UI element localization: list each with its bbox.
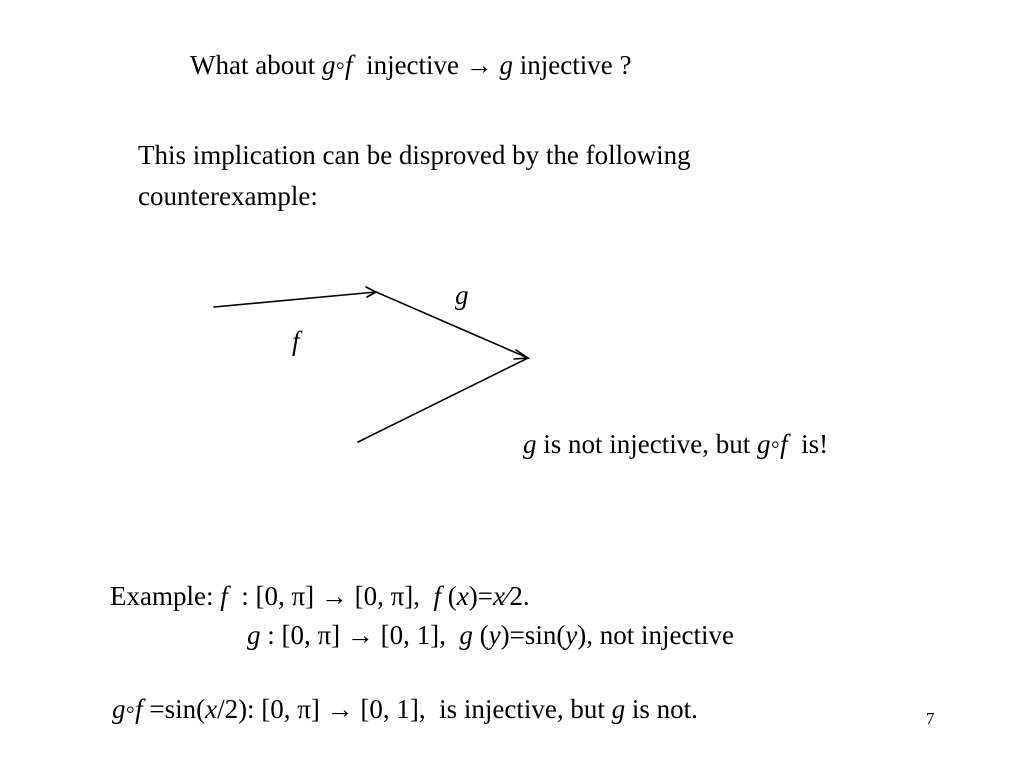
example-y2: y xyxy=(565,620,578,650)
example-f-domain: : [0, π] → [0, π], xyxy=(227,581,434,611)
conclusion-text: is not injective, but xyxy=(536,429,757,459)
example-g: g xyxy=(247,620,261,650)
title-text-middle: injective → xyxy=(352,50,500,80)
example-line-f xyxy=(110,583,530,610)
conclusion-compose-symbol: ◦ xyxy=(770,429,781,459)
conclusion-g2: g xyxy=(756,429,771,459)
example-x: x xyxy=(456,581,469,611)
title-text: What about xyxy=(190,50,322,80)
example-f2: f xyxy=(433,581,441,611)
arrow-lower-line xyxy=(358,358,528,442)
title-g: g xyxy=(321,50,336,80)
final-text: /2): [0, π] → [0, 1], is injective, but xyxy=(217,694,612,724)
example-f-half: ⁄2. xyxy=(504,581,530,611)
final-g2: g xyxy=(611,694,626,724)
conclusion-f: f xyxy=(780,429,788,459)
example-label: Example: xyxy=(110,581,221,611)
example-f-open: ( xyxy=(440,581,457,611)
example-g-eq: )=sin( xyxy=(500,620,566,650)
diagram-label-f: f xyxy=(292,326,300,356)
example-f-eq: )= xyxy=(468,581,493,611)
example-x2: x xyxy=(492,581,505,611)
final-g: g xyxy=(112,694,126,724)
final-compose-symbol: ◦ xyxy=(125,694,136,724)
example-g-open: ( xyxy=(472,620,489,650)
final-f: f xyxy=(135,694,143,724)
example-g-domain: : [0, π] → [0, 1], xyxy=(260,620,460,650)
paragraph-line-2: counterexample: xyxy=(138,181,318,211)
arrow-f-line xyxy=(214,292,376,307)
final-eq: =sin( xyxy=(142,694,206,724)
example-line-g xyxy=(247,622,734,649)
title-text-suffix: injective ? xyxy=(513,50,632,80)
title-compose-symbol: ◦ xyxy=(335,50,346,80)
example-f: f xyxy=(220,581,228,611)
title-f: f xyxy=(345,50,353,80)
final-statement xyxy=(112,696,698,723)
conclusion-text-suffix: is! xyxy=(787,429,829,459)
page-number: 7 xyxy=(926,709,935,728)
conclusion xyxy=(523,431,828,458)
example-y: y xyxy=(488,620,501,650)
conclusion-g: g xyxy=(523,429,537,459)
diagram-label-g: g xyxy=(455,280,469,310)
final-x: x xyxy=(205,694,218,724)
title-g2: g xyxy=(499,50,514,80)
arrow-g-line xyxy=(376,292,528,358)
example-g-suffix: ), not injective xyxy=(577,620,734,650)
paragraph-line-1: This implication can be disproved by the following xyxy=(138,140,691,170)
final-suffix: is not. xyxy=(625,694,698,724)
example-g2: g xyxy=(459,620,473,650)
